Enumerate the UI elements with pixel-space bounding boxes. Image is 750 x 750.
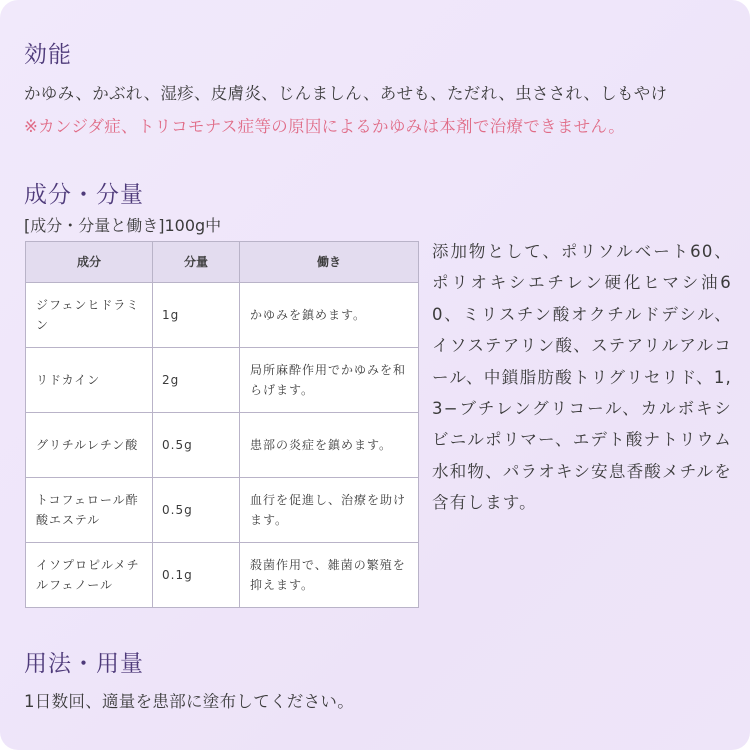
efficacy-heading: 効能 xyxy=(24,42,72,68)
ingredient-role: 殺菌作用で、雑菌の繁殖を抑えます。 xyxy=(240,543,419,608)
ingredient-role: かゆみを鎮めます。 xyxy=(240,283,419,348)
efficacy-text: かゆみ、かぶれ、湿疹、皮膚炎、じんましん、あせも、ただれ、虫さされ、しもやけ xyxy=(24,84,668,103)
ingredient-role: 局所麻酔作用でかゆみを和らげます。 xyxy=(240,348,419,413)
header-ingredient: 成分 xyxy=(26,242,153,283)
ingredient-amount: 0.1g xyxy=(153,543,240,608)
usage-text: 1日数回、適量を患部に塗布してください。 xyxy=(24,692,354,711)
additives-text: 添加物として、ポリソルベート60、ポリオキシエチレン硬化ヒマシ油60、ミリスチン酸オクチルドデシル、イソステアリン酸、ステアリルアルコール、中鎖脂肪酸トリグリセリド、1,3−ブチレングリコール、カルボキシビニルポリマー、エデト酸ナトリウム水和物、パラオキシ安息香酸メチルを含有します。 xyxy=(432,242,732,513)
ingredient-name: イソプロピルメチルフェノール xyxy=(26,543,153,608)
table-header-row xyxy=(26,242,419,283)
ingredients-heading: 成分・分量 xyxy=(24,182,144,208)
table-row xyxy=(26,478,419,543)
table-row xyxy=(26,543,419,608)
ingredients-table xyxy=(25,241,419,608)
header-role: 働き xyxy=(240,242,419,283)
table-row xyxy=(26,348,419,413)
header-amount: 分量 xyxy=(153,242,240,283)
ingredient-amount: 2g xyxy=(153,348,240,413)
table-row xyxy=(26,413,419,478)
ingredient-name: ジフェンヒドラミン xyxy=(26,283,153,348)
ingredient-name: グリチルレチン酸 xyxy=(26,413,153,478)
efficacy-warning: ※カンジダ症、トリコモナス症等の原因によるかゆみは本剤で治療できません。 xyxy=(24,117,626,136)
ingredient-role: 患部の炎症を鎮めます。 xyxy=(240,413,419,478)
usage-heading: 用法・用量 xyxy=(24,651,144,677)
table-row xyxy=(26,283,419,348)
ingredient-name: トコフェロール酢酸エステル xyxy=(26,478,153,543)
ingredient-name: リドカイン xyxy=(26,348,153,413)
ingredients-caption: [成分・分量と働き]100g中 xyxy=(24,216,222,235)
ingredient-amount: 0.5g xyxy=(153,478,240,543)
ingredient-amount: 1g xyxy=(153,283,240,348)
ingredient-amount: 0.5g xyxy=(153,413,240,478)
ingredient-role: 血行を促進し、治療を助けます。 xyxy=(240,478,419,543)
